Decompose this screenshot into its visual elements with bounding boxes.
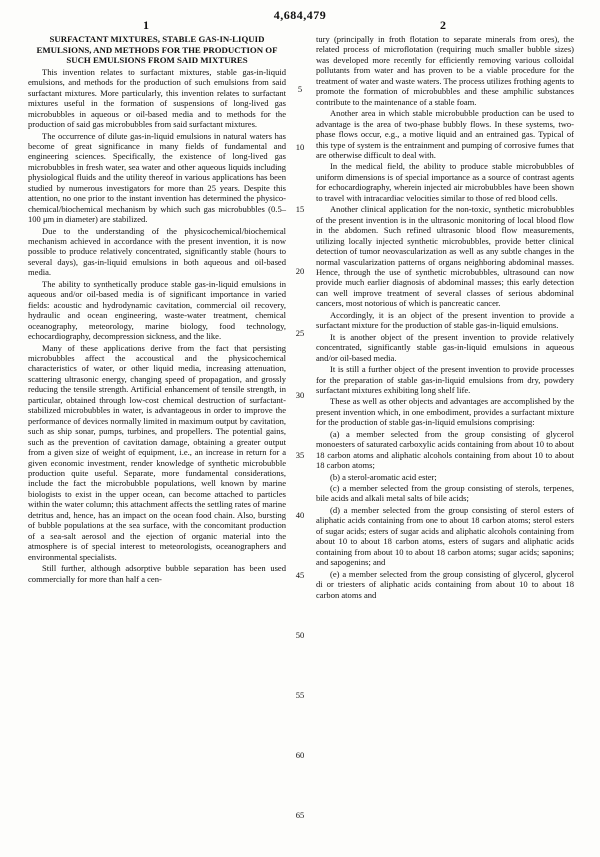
paragraph: The occurrence of dilute gas-in-liquid emulsions in natural waters has become of great significance in many fields of fundamental and engineering sciences. Specifically, the existence of long-lived gas microbubbles in fresh water, sea water and other aqueous liquids including physiological fluids and the utility thereof in various applications has been studied by numerous investigators for more than 25 years. Despite this attention, no one prior to the instant invention has determined the physico-chemical/biochemical mechanism by which such gas microbubbles (0.5–100 μm in diameter) are stabilized. bbox=[28, 130, 286, 225]
paragraph: Accordingly, it is an object of the present invention to provide a surfactant mixture for the production of stable gas-in-liquid emulsions. bbox=[316, 309, 574, 331]
claim-item: (b) a sterol-aromatic acid ester; bbox=[330, 471, 437, 482]
paragraph: Another clinical application for the non-toxic, synthetic microbubbles of the present invention is in the ultrasonic monitoring of local blood flow in the abdomen. Such refined ultrasonic blood flow measurements, utilizing locally injected synthetic microbubbles, provide better clinical detection of tumor neovascularization as well as any subtle changes in the normal vascularization patterns of organs neighboring abdominal masses. Hence, through the use of synthetic microbubbles, ultrasound can now provide much earlier diagnosis of abdominal masses; this early detection can well improve treatment of several classes of serious abdominal cancers, most notorious of which is pancreatic cancer. bbox=[316, 204, 574, 309]
column-number-left: 1 bbox=[143, 18, 149, 32]
claim-item: (d) a member selected from the group consisting of sterol esters of aliphatic acids containing from one to about 18 carbon atoms; sterol esters of sugar acids; esters of sugar acids and aliphatic alcohols containing from about 10 to about 18 carbon atoms, esters of sugars and aliphatic acids containing from about 10 to about 18 carbon atoms; sugar acids; saponins; and sapogenins; and bbox=[316, 504, 574, 568]
paragraph: In the medical field, the ability to produce stable microbubbles of uniform dimensions is of special importance as a source of contrast agents for echocardiography, wherein injected air microbubbles have been shown to travel with intracardiac velocities similar to those of red blood cells. bbox=[316, 161, 574, 203]
paragraph: Many of these applications derive from the fact that persisting microbubbles affect the accoustical and the physicochemical characteristics of water, or other liquid media, increasing attenuation, scattering ultrasonic energy, changing speed of propagation, and grossly reducing the tensile strength. Artificial enhancement of tensile strength, in particular, obtained through low-cost chemical destruction of surfactant-stabilized microbubbles in water, is advantageous in order to improve the performance of devices normally limited in maximum output by cavitation, such as ship sonar, pumps, turbines, and propellers. The potential gains, such as the prevention of cavitation damage, obtaining a greater output from a given size of weight of equipment, i.e., an increase in return for a given economic investment, render knowledge of synthetic microbubble production quite useful. Separate, more fundamental considerations, include the fact the microbubble populations, well known by marine biologists to exist in the upper ocean, can become attached to particles within the water column; this attachment affects the settling rates of marine detritus and, hence, has an impact on the ocean food chain. Also, bursting of bubble populations at the sea surface, with the concomitant production of a sea-salt aerosol and the ejection of organic material into the atmosphere is of special interest to meteorologists, oceanographers and environmental specialists. bbox=[28, 342, 286, 562]
left-column bbox=[28, 34, 286, 584]
claim-item: (a) a member selected from the group consisting of glycerol monoesters of saturated carboxylic acids containing from about 10 to about 18 carbon atoms and aliphatic alcohols containing from about 10 to about 18 carbon atoms; bbox=[316, 428, 574, 471]
paragraph: It is still a further object of the present invention to provide processes for the preparation of stable gas-in-liquid emulsions from dry, powdery surfactant mixtures exhibiting long shelf life. bbox=[316, 364, 574, 395]
line-number: 15 bbox=[295, 204, 305, 214]
line-number: 50 bbox=[295, 630, 305, 640]
line-number: 25 bbox=[295, 328, 305, 338]
paragraph: It is another object of the present invention to provide relatively concentrated, significantly stable gas-in-liquid emulsions in aqueous and/or oil-based media. bbox=[316, 331, 574, 363]
line-number: 45 bbox=[295, 570, 305, 580]
line-number: 30 bbox=[295, 390, 305, 400]
claim-item: (e) a member selected from the group consisting of glycerol, glycerol di or triesters of aliphatic acids containing from about 10 to about 18 carbon atoms and bbox=[316, 568, 574, 600]
paragraph: Another area in which stable microbubble production can be used to advantage is the area of two-phase bubbly flows. In these systems, two-phase flows occur, e.g., a motive liquid and an entrained gas. Typical of this type of system is the entrainment and pumping of corrosive fumes that are otherwise difficult to deal with. bbox=[316, 108, 574, 160]
line-number: 35 bbox=[295, 450, 305, 460]
paragraph: Due to the understanding of the physicochemical/biochemical mechanism achieved in accordance with the present invention, it is now possible to produce relatively concentrated, significantly stable (hours to several days), gas-in-liquid emulsions in both aqueous and oil-based media. bbox=[28, 225, 286, 278]
paragraph: tury (principally in froth flotation to separate minerals from ores), the related process of microflotation (requiring much smaller bubble sizes) was developed more recently for efficiently removing various colloidal pollutants from water and has proven to be a viable procedure for the treatment of water and waste waters. The process utilizes frothing agents to promote the formation of microbubbles and these amphilic substances contribute to the maintenance of a stable foam. bbox=[316, 34, 574, 107]
paragraph: This invention relates to surfactant mixtures, stable gas-in-liquid emulsions, and methods for the production of such emulsions from said surfactant mixtures. More particularly, this invention relates to surfactant mixtures useful in the formation of suspensions of long-lived gas microbubbles in aqueous or oil-based media and to methods for the production of said gas microbubbles from said surfactant mixtures. bbox=[28, 66, 286, 130]
line-number: 5 bbox=[297, 84, 303, 94]
paragraph: The ability to synthetically produce stable gas-in-liquid emulsions in aqueous and/or oil-based media is of significant importance in varied fields: acoustic and hydrodynamic cavitation, commercial oil recovery, hydraulic and ocean engineering, waste-water treatment, chemical oceanography, meteorology, marine biology, food technology, echocardiography, decompression sickness, and the like. bbox=[28, 278, 286, 342]
document-title: SURFACTANT MIXTURES, STABLE GAS-IN-LIQUID EMULSIONS, AND METHODS FOR THE PRODUCTION OF SUCH EMULSIONS FROM SAID MIXTURES bbox=[36, 34, 278, 66]
line-number: 60 bbox=[295, 750, 305, 760]
column-number-right: 2 bbox=[440, 18, 446, 32]
patent-number: 4,684,479 bbox=[273, 8, 327, 22]
paragraph: Still further, although adsorptive bubble separation has been used commercially for more than half a cen- bbox=[28, 563, 286, 584]
line-number: 55 bbox=[295, 690, 305, 700]
line-number: 65 bbox=[295, 810, 305, 820]
line-number: 20 bbox=[295, 266, 305, 276]
line-number: 40 bbox=[295, 510, 305, 520]
right-column bbox=[316, 34, 574, 600]
line-number: 10 bbox=[295, 142, 305, 152]
paragraph: These as well as other objects and advantages are accomplished by the present invention which, in one embodiment, provides a surfactant mixture for the production of stable gas-in-liquid emulsions comprising: bbox=[316, 396, 574, 428]
claim-item: (c) a member selected from the group consisting of sterols, terpenes, bile acids and alkali metal salts of bile acids; bbox=[316, 483, 574, 504]
